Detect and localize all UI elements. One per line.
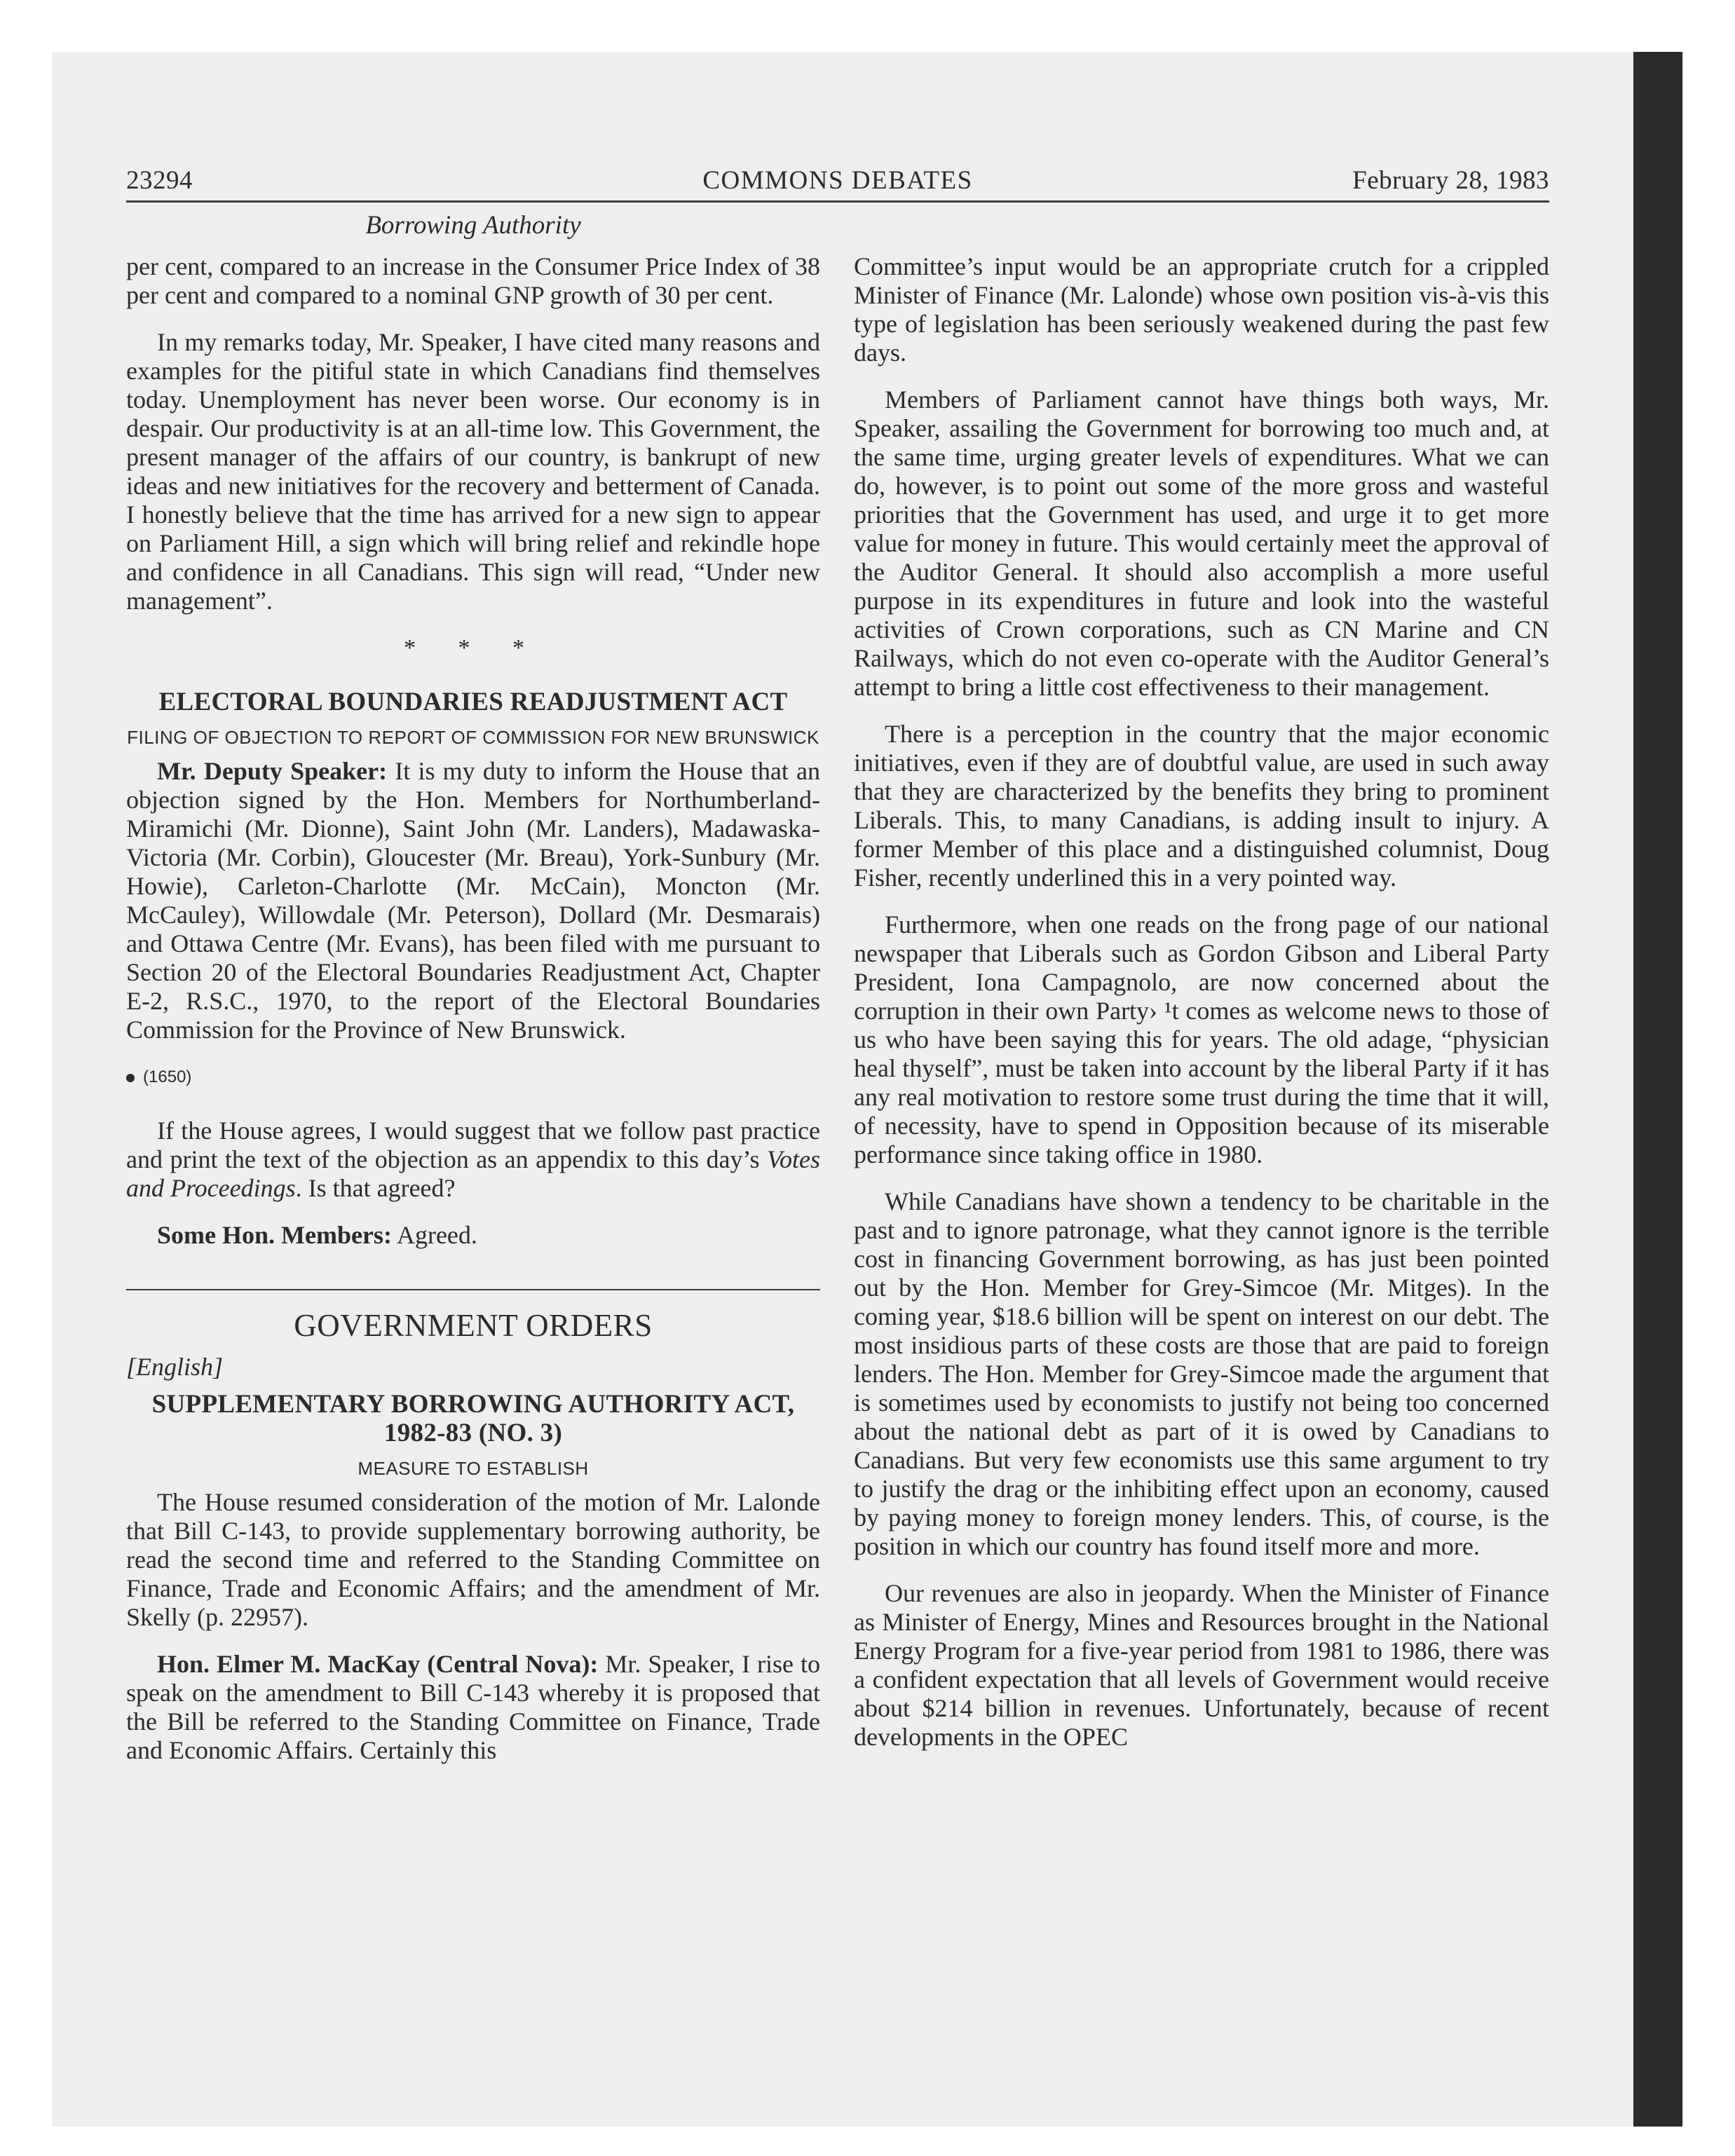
speaker-name: Hon. Elmer M. MacKay (Central Nova): <box>157 1650 599 1678</box>
publication-title: COMMONS DEBATES <box>702 166 973 195</box>
paragraph: There is a perception in the country that the major economic initiatives, even if they are of doubtful value, are used in such away that they are characterized by the benefits they bring to prominent Liberals. This, to many Canadians, is adding insult to injury. A former Member of this place and a distinguished columnist, Doug Fisher, recently underlined this in a very pointed way. <box>854 720 1549 892</box>
right-column <box>854 252 1549 1770</box>
speech-mackay <box>126 1650 820 1765</box>
speaker-name: Some Hon. Members: <box>157 1221 392 1249</box>
paragraph: In my remarks today, Mr. Speaker, I have cited many reasons and examples for the pitiful state in which Canadians find themselves today. Unemployment has never been worse. Our economy is in despair. Our productivity is at an all-time low. This Government, the present manager of the affairs of our country, is bankrupt of new ideas and new initiatives for the recovery and betterment of Canada. I honestly believe that the time has arrived for a new sign to appear on Parliament Hill, a sign which will bring relief and rekindle hope and confidence in all Canadians. This sign will read, “Under new management”. <box>126 328 820 615</box>
issue-date: February 28, 1983 <box>1352 166 1549 195</box>
bill-subheading: MEASURE TO ESTABLISH <box>358 1458 589 1479</box>
section-divider <box>126 1289 820 1290</box>
act-subheading: FILING OF OBJECTION TO REPORT OF COMMISSION FOR NEW BRUNSWICK <box>127 727 819 748</box>
text-run: . Is that agreed? <box>295 1174 456 1202</box>
orders-heading: GOVERNMENT ORDERS <box>294 1308 653 1343</box>
act-heading: ELECTORAL BOUNDARIES READJUSTMENT ACT <box>158 688 788 716</box>
bullet-icon <box>126 1074 135 1082</box>
left-column <box>126 252 820 1783</box>
scan-edge-shadow <box>1633 52 1682 2127</box>
text-run: If the House agrees, I would suggest that we follow past practice and print the text of the objection as an appendix to this day’s <box>126 1117 820 1173</box>
paragraph: Members of Parliament cannot have things both ways, Mr. Speaker, assailing the Government for borrowing too much and, at the same time, urging greater levels of expenditures. What we can do, however, is to point out some of the more gross and wasteful priorities that the Government has used, and urge it to get more value for money in future. This would certainly meet the approval of the Auditor General. It should also accomplish a more useful purpose in its expenditures in future and look into the wasteful activities of Crown corporations, such as CN Marine and CN Railways, which do not even co-operate with the Auditor General’s attempt to bring a little cost effectiveness to their management. <box>854 386 1549 701</box>
paragraph: The House resumed consideration of the motion of Mr. Lalonde that Bill C-143, to provide supplementary borrowing authority, be read the second time and referred to the Standing Committee on Finance, Trade and Economic Affairs; and the amendment of Mr. Skelly (p. 22957). <box>126 1488 820 1631</box>
speech-text: Agreed. <box>391 1221 477 1249</box>
italic-title: Votes and Proceedings <box>126 1145 820 1202</box>
language-tag: [English] <box>126 1353 224 1381</box>
time-marker <box>126 1063 820 1091</box>
paragraph: While Canadians have shown a tendency to be charitable in the past and to ignore patronage, what they cannot ignore is the terrible cost in financing Government borrowing, as has just been pointed out by the Hon. Member for Grey-Simcoe (Mr. Mitges). In the coming year, $18.6 billion will be spent on interest on our debt. The most insidious parts of these costs are those that are paid to foreign lenders. The Hon. Member for Grey-Simcoe made the argument that is sometimes used by economists to justify not being too concerned about the national debt as part of it is owed by Canadians to Canadians. But very few economists use this same argument to try to justify the drag or the inhibiting effect upon an economy, caused by paying money to foreign money lenders. This, of course, is the position in which our country has found itself more and more. <box>854 1187 1549 1560</box>
speech-text: It is my duty to inform the House that an objection signed by the Hon. Members for Northumberland-Miramichi (Mr. Dionne), Saint John (Mr. Landers), Madawaska-Victoria (Mr. Corbin), Gloucester (Mr. Breau), York-Sunbury (Mr. Howie), Carleton-Charlotte (Mr. McCain), Moncton (Mr. McCauley), Willowdale (Mr. Peterson), Dollard (Mr. Desmarais) and Ottawa Centre (Mr. Evans), has been filed with me pursuant to Section 20 of the Electoral Boundaries Readjustment Act, Chapter E-2, R.S.C., 1970, to the report of the Electoral Boundaries Commission for the Province of New Brunswick. <box>126 757 820 1044</box>
page-number: 23294 <box>126 166 193 195</box>
paragraph: Committee’s input would be an appropriate crutch for a crippled Minister of Finance (Mr. Lalonde) whose own position vis-à-vis this type of legislation has been seriously weakened during the past few days. <box>854 252 1549 367</box>
page-header <box>126 158 1549 203</box>
bill-heading-line-2: 1982-83 (NO. 3) <box>383 1419 563 1447</box>
time-marker-text: (1650) <box>143 1067 192 1086</box>
speech-members <box>126 1221 820 1250</box>
bill-heading-line-1: SUPPLEMENTARY BORROWING AUTHORITY ACT, <box>151 1390 795 1419</box>
section-separator: * * * <box>404 635 543 661</box>
speech-deputy-speaker <box>126 757 820 1044</box>
speech-text: Mr. Speaker, I rise to speak on the amendment to Bill C-143 whereby it is proposed that the Bill be referred to the Standing Committee on Finance, Trade and Economic Affairs. Certainly this <box>126 1650 820 1764</box>
paragraph <box>126 1117 820 1203</box>
paragraph: Furthermore, when one reads on the frong page of our national newspaper that Liberals such as Gordon Gibson and Liberal Party President, Iona Campagnolo, are now concerned about the corruption in their own Party› ¹t comes as welcome news to those of us who have been saying this for years. The old adage, “physician heal thyself”, must be taken into account by the liberal Party if it has any real motivation to restore some trust during the time that it will, of necessity, have to spend in Opposition because of its miserable performance since taking office in 1980. <box>854 910 1549 1168</box>
paragraph: Our revenues are also in jeopardy. When the Minister of Finance as Minister of Energy, Mines and Resources brought in the National Energy Program for a five-year period from 1981 to 1986, there was a confident expectation that all levels of Government would receive about $214 billion in revenues. Unfortunately, because of recent developments in the OPEC <box>854 1579 1549 1751</box>
running-head: Borrowing Authority <box>365 211 581 240</box>
paragraph: per cent, compared to an increase in the Consumer Price Index of 38 per cent and compared to a nominal GNP growth of 30 per cent. <box>126 252 820 309</box>
speaker-name: Mr. Deputy Speaker: <box>157 757 388 785</box>
